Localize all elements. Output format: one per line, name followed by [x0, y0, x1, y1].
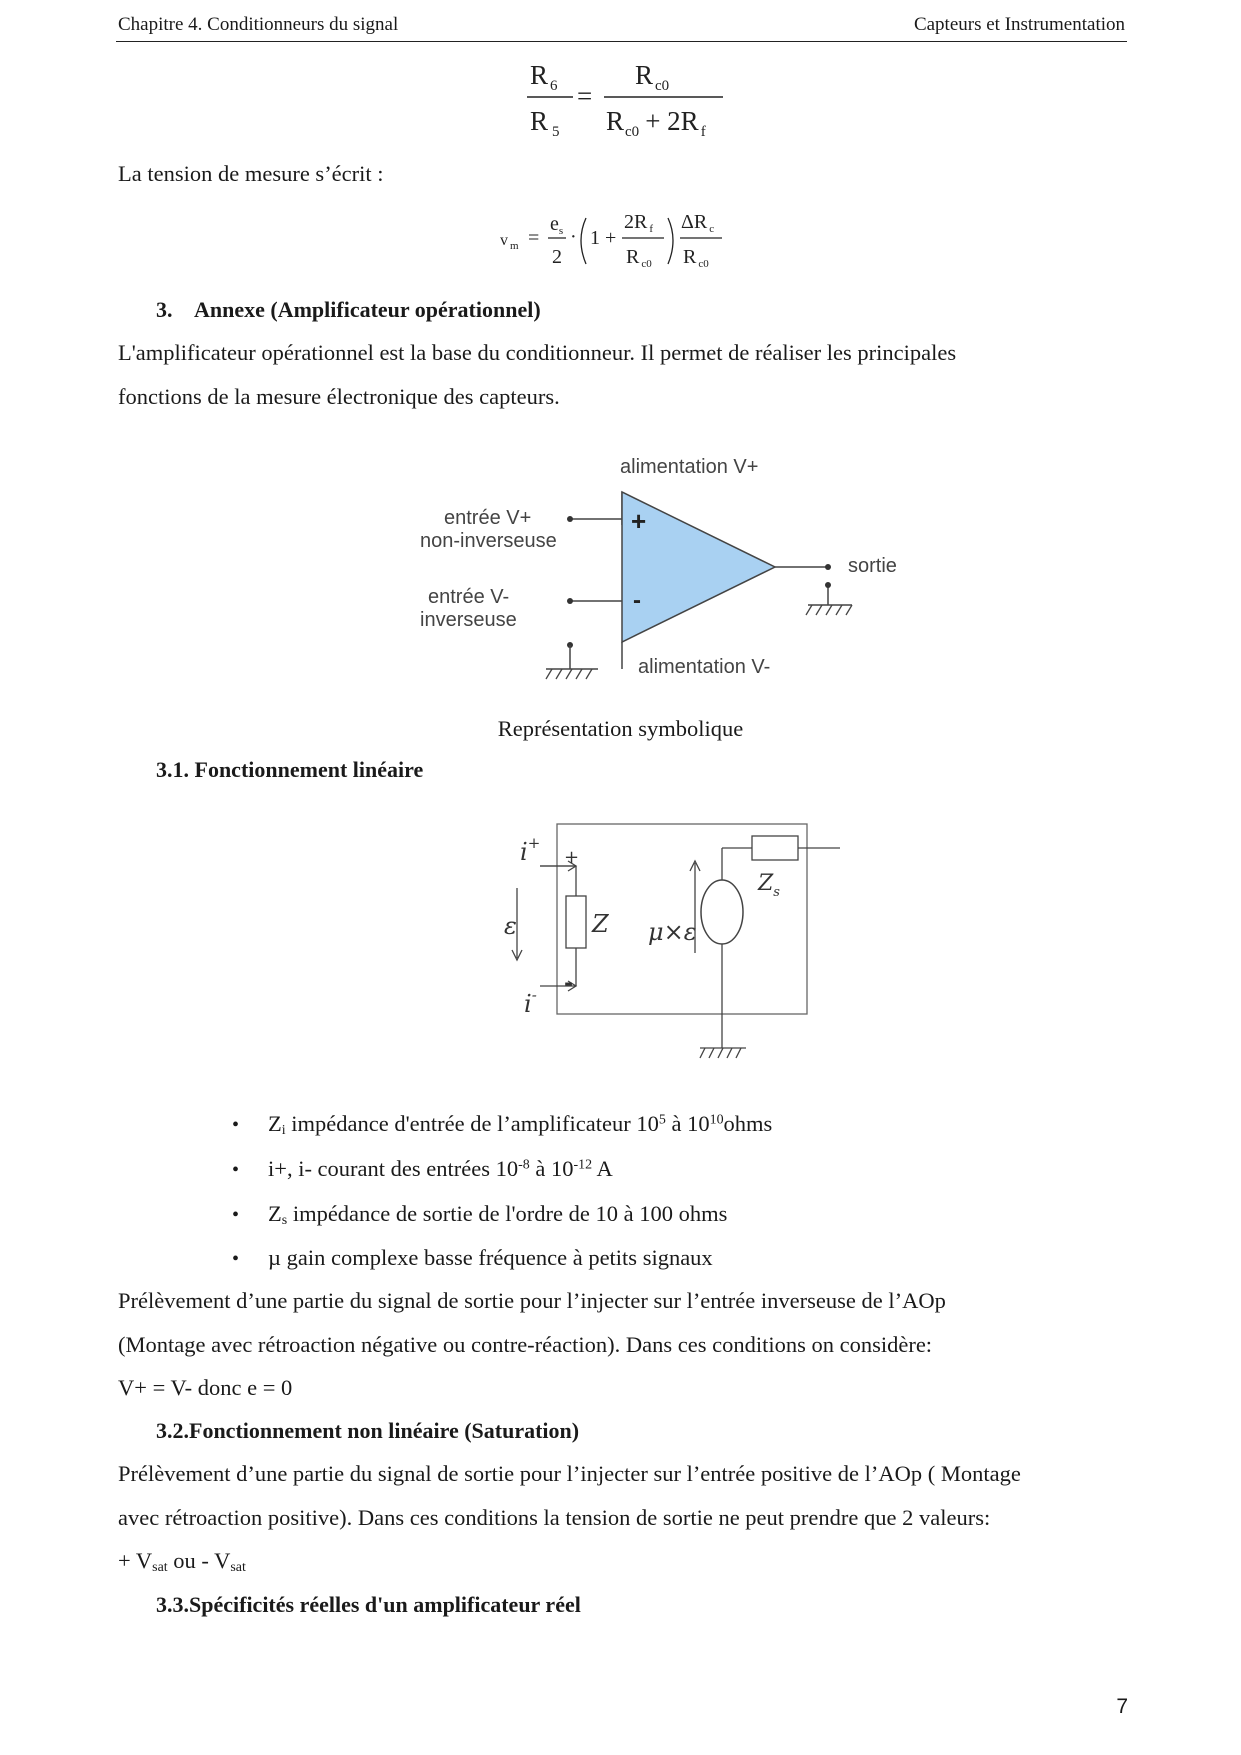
label-entree-minus-2: inverseuse [420, 609, 517, 631]
section-3-2-line2: avec rétroaction positive). Dans ces conditions la tension de sortie ne peut prendre que 2 valeurs: [118, 1505, 991, 1530]
eq1-equals: = [577, 81, 593, 111]
model-mu-eps: μ×ε [648, 918, 697, 946]
model-minus: - [564, 970, 574, 996]
model-Z: Z [592, 910, 609, 938]
bullet-marker: • [232, 1114, 240, 1136]
svg-text:R5: R $_5$ [530, 106, 560, 140]
section-3-3-title: 3.3.Spécificités réelles d'un amplificateur réel [156, 1592, 581, 1617]
svg-text:Rc0: R $_{c0}$ [635, 60, 670, 94]
svg-text:Rc0: R $_{c0}$ [683, 246, 709, 270]
label-alim-minus: alimentation V- [638, 656, 771, 678]
bullet-currents: i+, i- courant des entrées $10^{-8}$ à $10^{-12}$ A [268, 1156, 613, 1181]
svg-text:R6 [530, 60, 558, 94]
section-3-1-title: 3.1. Fonctionnement linéaire [156, 757, 424, 782]
section-3-para-line1: L'amplificateur opérationnel est la base du conditionneur. Il permet de réaliser les principales [118, 340, 957, 365]
svg-text:·: · [570, 226, 577, 248]
bullet-mu: µ gain complexe basse fréquence à petits signaux [268, 1245, 713, 1270]
feedback-line1: Prélèvement d’une partie du signal de sortie pour l’injecter sur l’entrée inverseuse de l’AOp [118, 1288, 946, 1313]
model-i-plus: i [520, 838, 528, 866]
section-3-number: 3. [156, 297, 173, 322]
svg-text:2: 2 [552, 246, 562, 268]
bullet-marker: • [232, 1248, 240, 1270]
opamp-linear-model-figure [500, 818, 820, 1078]
equation-tension-mesure [500, 208, 740, 278]
text-tension-mesure: La tension de mesure s’écrit : [118, 161, 384, 186]
svg-text:i-: i- [524, 986, 537, 1018]
header-chapter: Chapitre 4. Conditionneurs du signal [118, 14, 399, 35]
section-3-2-line3: + $V_{sat}$ ou - $V_{sat}$ [118, 1548, 246, 1575]
svg-text:vm: v $_m$ [500, 232, 519, 252]
svg-text:ΔRc: ΔR $_c$ [681, 211, 715, 235]
opamp-symbol-figure [420, 447, 900, 697]
bullet-zs: $Z_s$ impédance de sortie de l'ordre de 10 à 100 ohms [268, 1201, 728, 1228]
bullet-marker: • [232, 1159, 240, 1181]
section-3-title: Annexe (Amplificateur opérationnel) [194, 297, 541, 322]
figure-caption: Représentation symbolique [497, 716, 744, 741]
section-3-para-line2: fonctions de la mesure électronique des capteurs. [118, 384, 560, 409]
section-3-2-title: 3.2.Fonctionnement non linéaire (Saturation) [156, 1418, 580, 1443]
svg-text:Zs: $Z_s$ [758, 871, 780, 900]
section-3-2-line1: Prélèvement d’une partie du signal de sortie pour l’injecter sur l’entrée positive de l’AOp ( Montage [118, 1461, 1021, 1486]
feedback-line2: (Montage avec rétroaction négative ou contre-réaction). Dans ces conditions on considère: [118, 1332, 933, 1357]
bullet-marker: • [232, 1204, 240, 1226]
equation-resistance-ratio [525, 60, 765, 140]
model-Zs: Z [758, 871, 774, 896]
svg-text:Rc0+ 2Rf: $R_{c0} + 2R$ $_f$ [606, 106, 706, 140]
label-sortie: sortie [848, 555, 897, 577]
eq1-lhs-num-sub: 6 [550, 78, 558, 94]
model-plus: + [564, 847, 580, 868]
header-course: Capteurs et Instrumentation [913, 14, 1125, 35]
eq1-lhs-num: R [530, 60, 549, 90]
label-entree-plus-1: entrée V+ [444, 507, 532, 529]
opamp-minus-sign: - [633, 587, 641, 614]
opamp-plus-sign: + [631, 506, 647, 536]
svg-text:i+: i+ [520, 834, 541, 866]
svg-text:es: $e_s$ [550, 213, 564, 237]
svg-text:Rc0: R $_{c0}$ [626, 246, 652, 270]
header-rule [116, 41, 1127, 42]
svg-text:=: = [528, 227, 540, 249]
svg-text:2Rf: 2R $_f$ [624, 211, 654, 235]
page-number: 7 [1116, 1695, 1128, 1718]
svg-text:1 +: 1 + [590, 227, 617, 249]
bullet-zi: $Z_i$ impédance d'entrée de l’amplificateur $10^5$ à $10^{10}ohms$ [268, 1111, 773, 1138]
model-i-minus: i [524, 990, 532, 1018]
label-entree-plus-2: non-inverseuse [420, 530, 557, 552]
label-entree-minus-1: entrée V- [428, 586, 510, 608]
model-epsilon: ε [504, 912, 517, 940]
feedback-line3: V+ = V- donc e = 0 [118, 1375, 293, 1400]
label-alim-plus: alimentation V+ [620, 456, 759, 478]
